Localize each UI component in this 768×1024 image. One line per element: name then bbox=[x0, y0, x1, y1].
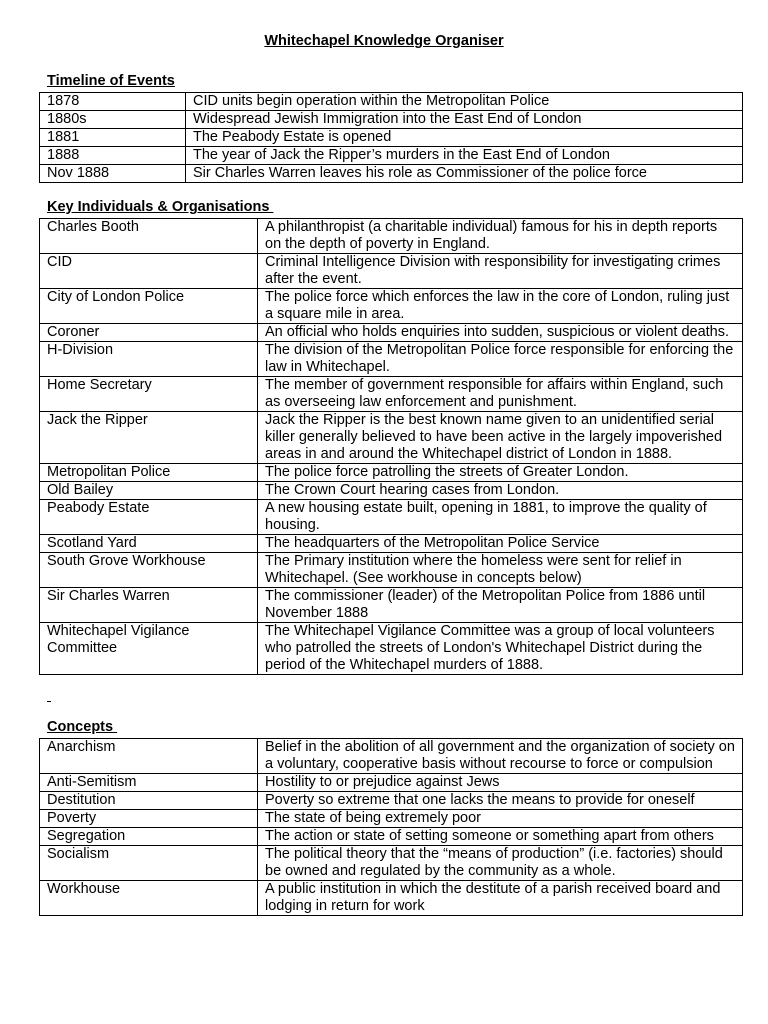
timeline-row-date: 1878 bbox=[40, 93, 186, 111]
individual-row-term: South Grove Workhouse bbox=[40, 553, 258, 588]
individual-row-term: Whitechapel Vigilance Committee bbox=[40, 623, 258, 675]
timeline-row-event: The year of Jack the Ripper’s murders in the East End of London bbox=[186, 147, 743, 165]
individual-row-term: Old Bailey bbox=[40, 482, 258, 500]
individual-row-definition: A new housing estate built, opening in 1881, to improve the quality of housing. bbox=[258, 500, 743, 535]
timeline-row-date: 1880s bbox=[40, 111, 186, 129]
timeline-row-event: The Peabody Estate is opened bbox=[186, 129, 743, 147]
individual-row-term: Metropolitan Police bbox=[40, 464, 258, 482]
individual-row-term: Scotland Yard bbox=[40, 535, 258, 553]
concept-row-definition: The state of being extremely poor bbox=[258, 810, 743, 828]
individual-row bbox=[40, 623, 743, 675]
individual-row-term: Jack the Ripper bbox=[40, 412, 258, 464]
concept-row-term: Anarchism bbox=[40, 739, 258, 774]
individual-row-definition: A philanthropist (a charitable individual) famous for his in depth reports on the depth of poverty in England. bbox=[258, 219, 743, 254]
concept-row-term: Segregation bbox=[40, 828, 258, 846]
individual-row-term: Home Secretary bbox=[40, 377, 258, 412]
individual-row bbox=[40, 377, 743, 412]
individual-row bbox=[40, 219, 743, 254]
timeline-row-date: Nov 1888 bbox=[40, 165, 186, 183]
concept-row bbox=[40, 846, 743, 881]
individual-row-term: Charles Booth bbox=[40, 219, 258, 254]
timeline-row bbox=[40, 111, 743, 129]
concept-row-term: Destitution bbox=[40, 792, 258, 810]
individual-row-term: CID bbox=[40, 254, 258, 289]
concept-row-definition: The action or state of setting someone or something apart from others bbox=[258, 828, 743, 846]
individual-row bbox=[40, 464, 743, 482]
concept-row-term: Poverty bbox=[40, 810, 258, 828]
individual-row-definition: The division of the Metropolitan Police force responsible for enforcing the law in Whitechapel. bbox=[258, 342, 743, 377]
concept-row-definition: A public institution in which the destitute of a parish received board and lodging in return for work bbox=[258, 881, 743, 916]
individual-row-definition: The commissioner (leader) of the Metropolitan Police from 1886 until November 1888 bbox=[258, 588, 743, 623]
concepts-table bbox=[39, 738, 743, 916]
concept-row bbox=[40, 774, 743, 792]
concepts-heading: Concepts bbox=[47, 719, 118, 735]
timeline-row bbox=[40, 165, 743, 183]
concept-row-term: Anti-Semitism bbox=[40, 774, 258, 792]
individual-row bbox=[40, 254, 743, 289]
individual-row bbox=[40, 535, 743, 553]
individual-row-definition: Criminal Intelligence Division with responsibility for investigating crimes after the event. bbox=[258, 254, 743, 289]
timeline-row-event: CID units begin operation within the Metropolitan Police bbox=[186, 93, 743, 111]
timeline-row bbox=[40, 129, 743, 147]
individual-row-term: Sir Charles Warren bbox=[40, 588, 258, 623]
timeline-row-event: Sir Charles Warren leaves his role as Commissioner of the police force bbox=[186, 165, 743, 183]
concept-row-term: Workhouse bbox=[40, 881, 258, 916]
individual-row-term: Coroner bbox=[40, 324, 258, 342]
individual-row-definition: The police force patrolling the streets of Greater London. bbox=[258, 464, 743, 482]
individual-row bbox=[40, 412, 743, 464]
individual-row bbox=[40, 500, 743, 535]
individuals-table bbox=[39, 218, 743, 675]
timeline-row-date: 1881 bbox=[40, 129, 186, 147]
page-title: Whitechapel Knowledge Organiser bbox=[264, 33, 504, 49]
concept-row-term: Socialism bbox=[40, 846, 258, 881]
concept-row bbox=[40, 739, 743, 774]
individual-row bbox=[40, 588, 743, 623]
timeline-heading: Timeline of Events bbox=[47, 73, 175, 89]
individual-row-definition: The police force which enforces the law in the core of London, ruling just a square mile in area. bbox=[258, 289, 743, 324]
concept-row bbox=[40, 881, 743, 916]
individual-row bbox=[40, 324, 743, 342]
individual-row bbox=[40, 482, 743, 500]
individual-row-definition: The member of government responsible for affairs within England, such as overseeing law enforcement and punishment. bbox=[258, 377, 743, 412]
individual-row bbox=[40, 342, 743, 377]
concept-row bbox=[40, 828, 743, 846]
individual-row-term: City of London Police bbox=[40, 289, 258, 324]
timeline-row-date: 1888 bbox=[40, 147, 186, 165]
individual-row-definition: The Primary institution where the homeless were sent for relief in Whitechapel. (See workhouse in concepts below) bbox=[258, 553, 743, 588]
individual-row-term: H-Division bbox=[40, 342, 258, 377]
individual-row-definition: Jack the Ripper is the best known name given to an unidentified serial killer generally believed to have been active in the largely impoverished areas in and around the Whitechapel district of London in 1888. bbox=[258, 412, 743, 464]
concept-row-definition: The political theory that the “means of production” (i.e. factories) should be owned and regulated by the community as a whole. bbox=[258, 846, 743, 881]
timeline-row bbox=[40, 147, 743, 165]
individual-row-definition: The headquarters of the Metropolitan Police Service bbox=[258, 535, 743, 553]
timeline-row-event: Widespread Jewish Immigration into the East End of London bbox=[186, 111, 743, 129]
individual-row bbox=[40, 289, 743, 324]
individual-row-definition: An official who holds enquiries into sudden, suspicious or violent deaths. bbox=[258, 324, 743, 342]
timeline-table bbox=[39, 92, 743, 183]
individual-row-term: Peabody Estate bbox=[40, 500, 258, 535]
timeline-row bbox=[40, 93, 743, 111]
concept-row-definition: Belief in the abolition of all government and the organization of society on a voluntary, cooperative basis without recourse to force or compulsion bbox=[258, 739, 743, 774]
individual-row-definition: The Whitechapel Vigilance Committee was a group of local volunteers who patrolled the streets of London's Whitechapel District during the period of the Whitechapel murders of 1888. bbox=[258, 623, 743, 675]
concept-row bbox=[40, 810, 743, 828]
stray-mark bbox=[47, 701, 51, 702]
concept-row-definition: Poverty so extreme that one lacks the means to provide for oneself bbox=[258, 792, 743, 810]
individuals-heading: Key Individuals & Organisations bbox=[47, 199, 274, 215]
individual-row bbox=[40, 553, 743, 588]
concept-row bbox=[40, 792, 743, 810]
individual-row-definition: The Crown Court hearing cases from London. bbox=[258, 482, 743, 500]
concept-row-definition: Hostility to or prejudice against Jews bbox=[258, 774, 743, 792]
